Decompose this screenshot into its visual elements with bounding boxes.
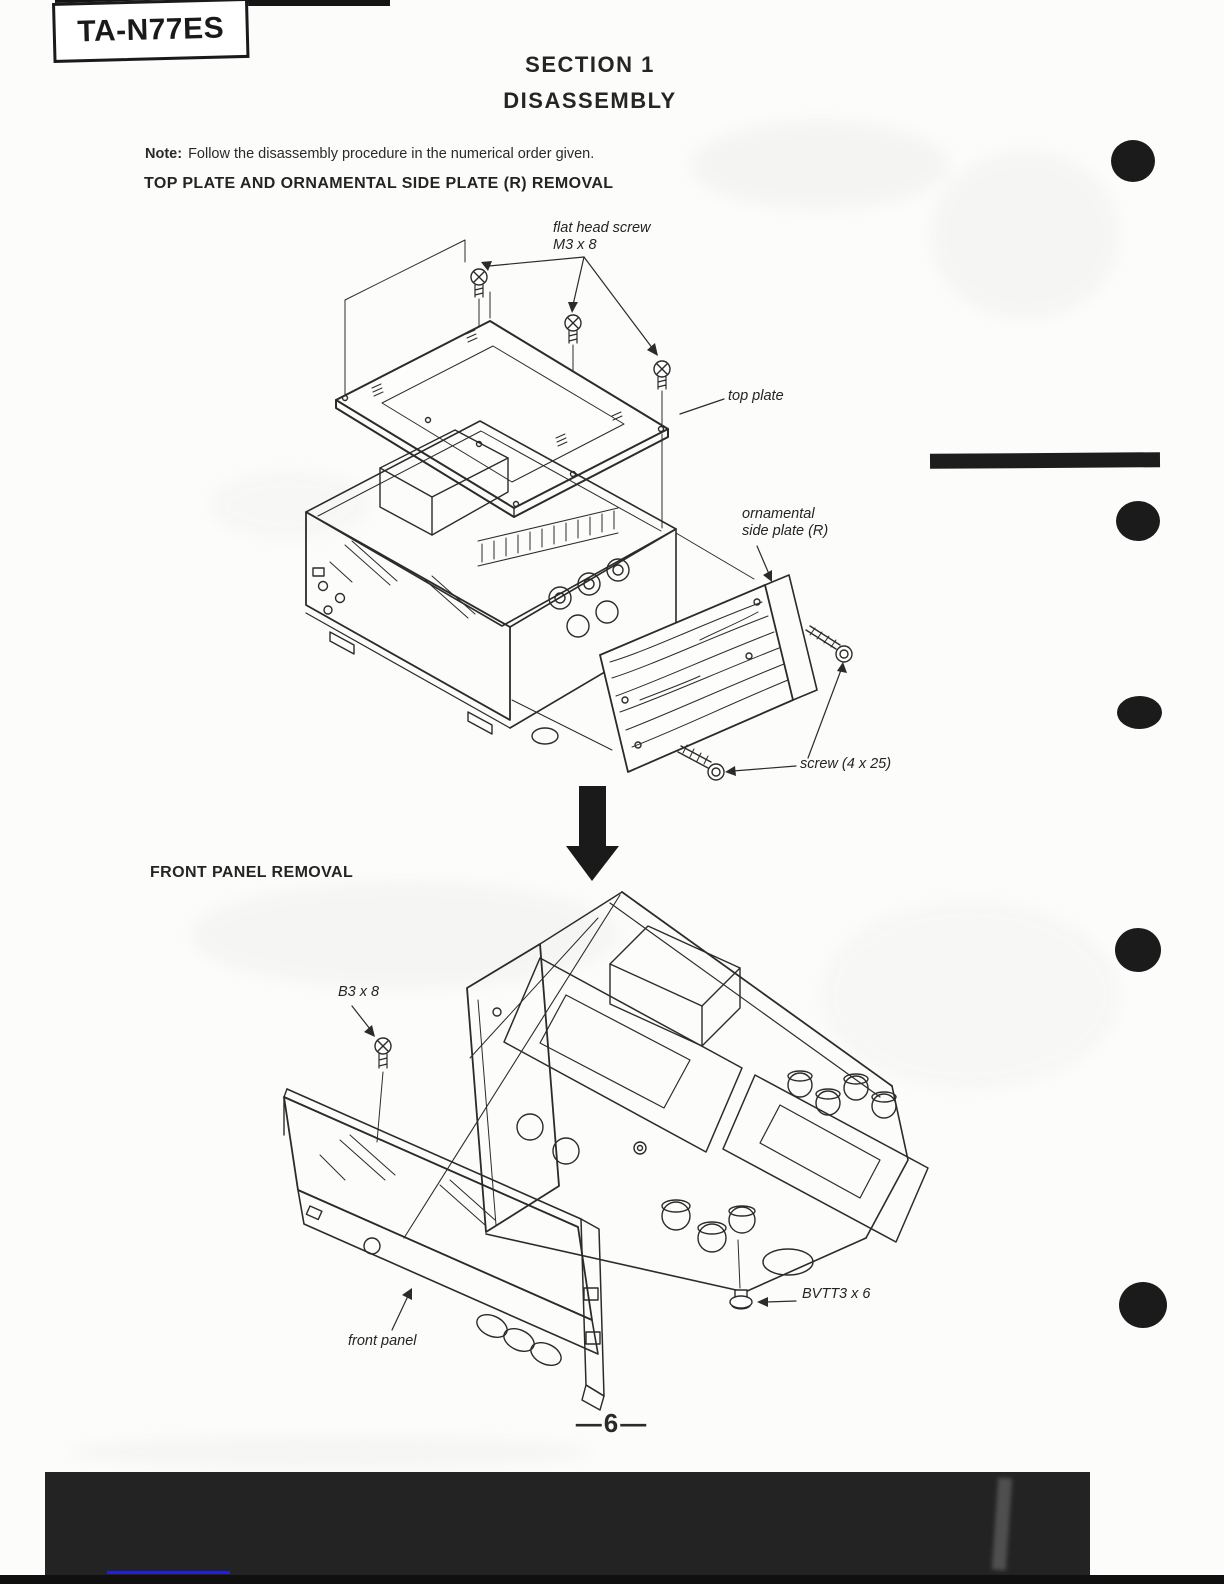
top-plate-removal-diagram [270, 222, 930, 812]
registration-dot [1119, 1282, 1167, 1328]
top-plate-drawing [336, 321, 668, 517]
scan-smudge [70, 1435, 590, 1469]
screw-4x25-icon [678, 745, 724, 780]
footer-blue-line [107, 1571, 230, 1574]
chassis-drawing [467, 892, 928, 1292]
footer-black-band [45, 1472, 1090, 1575]
top-plate-leader [680, 399, 724, 414]
b3-screw-icon [375, 1038, 391, 1142]
top-plate-label: top plate [728, 388, 784, 404]
footer-bottom-strip [0, 1575, 1224, 1584]
registration-dot [1111, 140, 1155, 182]
heading-top-plate-removal: TOP PLATE AND ORNAMENTAL SIDE PLATE (R) REMOVAL [144, 175, 614, 192]
registration-bar [930, 452, 1160, 469]
note-label: Note: [145, 146, 183, 162]
bvtt-screw-leader [757, 1297, 796, 1307]
b3-screw-label: B3 x 8 [338, 984, 380, 1000]
front-panel-label: front panel [348, 1333, 417, 1349]
ornamental-leader [757, 546, 772, 582]
registration-dot [1115, 928, 1161, 972]
screw-4x25-label: screw (4 x 25) [800, 756, 892, 772]
heading-front-panel-removal: FRONT PANEL REMOVAL [150, 864, 354, 881]
ornamental-side-plate-drawing [600, 575, 817, 772]
section-title: SECTION 1 [525, 52, 655, 77]
flat-head-screw-icon [471, 269, 487, 297]
b3-screw-leader [352, 1006, 375, 1037]
registration-dot [1116, 501, 1160, 541]
alignment-guide [470, 918, 598, 1058]
flat-head-screw-icon [565, 315, 581, 343]
registration-dot [1117, 696, 1162, 729]
bvtt-screw-label: BVTT3 x 6 [802, 1286, 871, 1302]
model-number: TA-N77ES [76, 11, 225, 49]
note-text: Follow the disassembly procedure in the numerical order given. [188, 146, 595, 162]
page-number: —6— [575, 1408, 649, 1438]
scan-smudge [690, 120, 950, 210]
screw-4x25-icon [806, 626, 852, 662]
model-number-box [52, 0, 250, 63]
alignment-guide [404, 895, 620, 1238]
note-line [145, 146, 594, 162]
flat-head-screw-label: flat head screw M3 x 8 [553, 220, 651, 253]
ornamental-side-plate-label: ornamental side plate (R) [742, 506, 829, 539]
scan-smudge [930, 150, 1120, 320]
bvtt-screw-icon [730, 1240, 752, 1309]
section-subtitle: DISASSEMBLY [503, 88, 677, 113]
flat-head-screw-icon [654, 361, 670, 389]
front-panel-leader [392, 1288, 412, 1330]
